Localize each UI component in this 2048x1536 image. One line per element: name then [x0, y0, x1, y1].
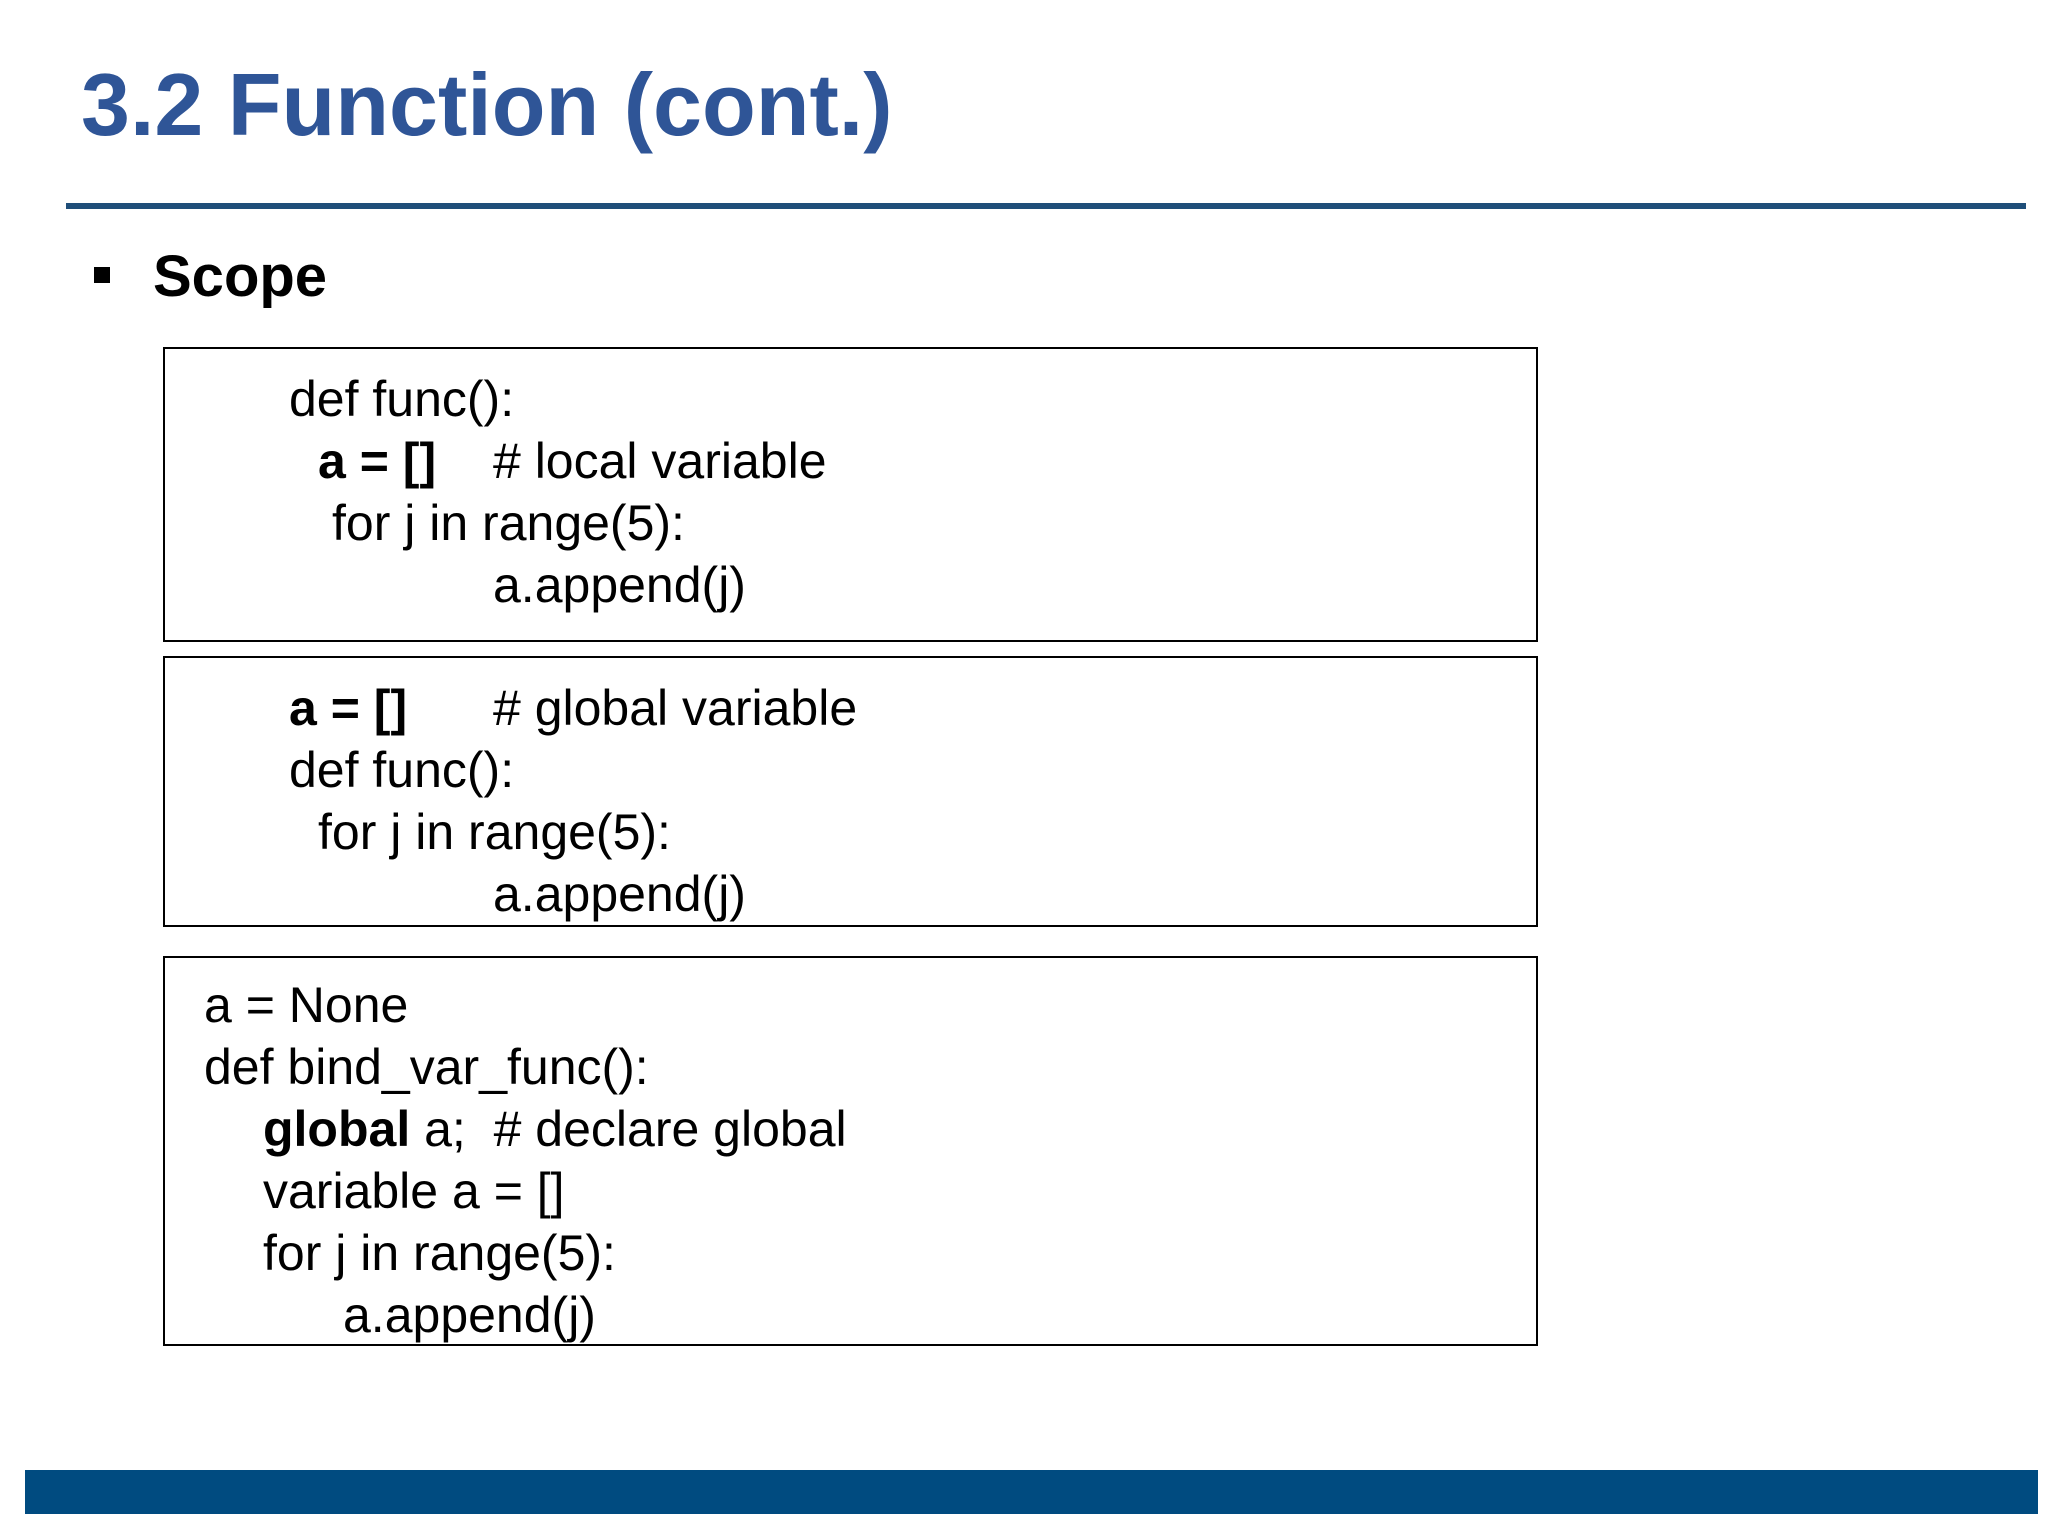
code-text: a.append(j) [343, 1287, 596, 1343]
code-comment: # local variable [493, 433, 827, 489]
code-line [332, 493, 685, 553]
code-text: for j in range(5): [332, 495, 685, 551]
code-line [318, 431, 827, 491]
code-text: a.append(j) [493, 557, 746, 613]
slide-title: 3.2 Function (cont.) [81, 55, 893, 154]
code-line [263, 1161, 565, 1221]
code-text: def func(): [289, 742, 515, 798]
footer-bar [25, 1470, 2038, 1514]
bullet-square-icon [94, 267, 110, 283]
code-text: a = None [204, 977, 409, 1033]
code-bold: a = [] [289, 680, 408, 736]
code-bold: global [263, 1101, 411, 1157]
code-line [493, 864, 746, 924]
code-text: for j in range(5): [318, 804, 671, 860]
code-comment: a; # declare global [410, 1101, 847, 1157]
code-line [343, 1285, 596, 1345]
code-box-global [163, 656, 1538, 927]
code-line [318, 802, 671, 862]
code-box-local [163, 347, 1538, 642]
code-line [204, 975, 408, 1035]
code-text: for j in range(5): [263, 1225, 616, 1281]
code-line [289, 678, 858, 738]
code-line [263, 1099, 847, 1159]
title-divider [66, 203, 2026, 209]
code-text: def func(): [289, 371, 515, 427]
code-text: def bind_var_func(): [204, 1039, 649, 1095]
code-line [289, 740, 514, 800]
code-text: a.append(j) [493, 866, 746, 922]
code-box-bind [163, 956, 1538, 1346]
code-comment: # global variable [493, 680, 858, 736]
code-line [289, 369, 514, 429]
code-text: variable a = [] [263, 1163, 565, 1219]
bullet-scope: Scope [153, 244, 328, 309]
code-line [204, 1037, 649, 1097]
code-line [493, 555, 746, 615]
code-bold: a = [] [318, 433, 437, 489]
code-line [263, 1223, 616, 1283]
